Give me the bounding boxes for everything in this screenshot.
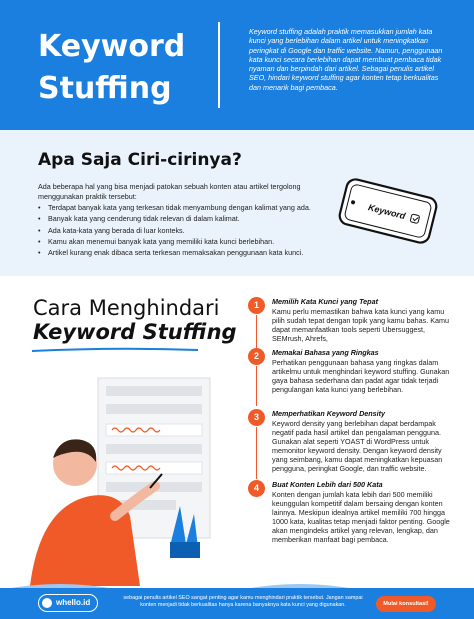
cara-title-line2: Keyword Stuffing (33, 320, 237, 344)
step-number: 1 (248, 297, 265, 314)
ciri-intro: Ada beberapa hal yang bisa menjadi patokan sebuah konten atau artikel tergolong menggunakan praktik tersebut: (38, 182, 301, 201)
step-text: Konten dengan jumlah kata lebih dari 500 memiliki keunggulan kompetitif dalam bersaing dengan konten lainnya. Meskipun idealnya artikel memiliki 700 hingga 1000 kata, kualitas tetap menjadi faktor penting. Google akan mengindeks artikel yang relevan, lengkap, dan memberikan manfaat bagi pembaca. (272, 490, 450, 545)
step-number: 3 (248, 409, 265, 426)
consultation-button[interactable]: Mulai konsultasi! (376, 596, 436, 612)
step-heading: Memilih Kata Kunci yang Tepat (272, 297, 378, 306)
hero-title-line1: Keyword (38, 29, 186, 64)
step-number: 2 (248, 348, 265, 365)
hero-title (38, 26, 218, 110)
step-3 (248, 409, 448, 479)
step-connector (256, 366, 257, 406)
ciri-item: • Kamu akan menemui banyak kata yang memiliki kata kunci berlebihan. (38, 236, 338, 247)
phone-keyword-label: Keyword (367, 202, 407, 222)
cara-title-line1: Cara Menghindari (33, 296, 220, 320)
footer-text: sebagai penulis artikel SEO sangat penting agar kamu menghindari praktik tersebut. Jangan sampai konten menjadi tidak berkualitas hanya karena banyaknya kata kunci yang digunakan. (123, 595, 363, 609)
hero-banner (0, 0, 474, 130)
hero-divider (218, 22, 220, 108)
ciri-item: • Terdapat banyak kata yang terkesan tidak menyambung dengan kalimat yang ada. (38, 202, 338, 213)
step-text: Kamu perlu memastikan bahwa kata kunci yang kamu pilih sudah tepat dengan topik yang kamu bahas. Kamu dapat memanfaatkan tools seperti Ubersuggest, SEMrush, Ahrefs, (272, 307, 450, 344)
hero-description: Keyword stuffing adalah praktik memasukkan jumlah kata kunci yang berlebihan dalam artikel untuk meningkatkan peringkat di Google dan traffic website. Namun, penggunaan kata kunci secara berlebihan dapat membuat pembaca tidak nyaman dan berpindah dari artikel. Sebagai penulis artikel SEO, hindari keyword stuffing agar konten tetap berkualitas dan menarik bagi pembaca. (249, 27, 443, 92)
step-text: Keyword density yang berlebihan dapat berdampak negatif pada hasil artikel dan pengalaman pengguna. Gunakan alat seperti YOAST di WordPress untuk memonitor keyword density. Dengan keyword density yang seimbang, kamu dapat meningkatkan kepuasan pengguna, peringkat Google, dan traffic website. (272, 419, 443, 474)
logo-text: whello.id (56, 598, 91, 607)
brand-logo[interactable] (38, 594, 98, 612)
step-4 (248, 480, 448, 550)
step-heading: Memakai Bahasa yang Ringkas (272, 348, 379, 357)
writer-illustration (20, 366, 230, 586)
ciri-item: • Banyak kata yang cenderung tidak relevan di dalam kalimat. (38, 213, 338, 224)
title-underline-decoration (30, 346, 200, 354)
step-heading: Memperhatikan Keyword Density (272, 409, 386, 418)
logo-mark-icon (42, 598, 52, 608)
hero-title-line2: Stuffing (38, 71, 172, 106)
ciri-list (38, 202, 338, 258)
step-heading: Buat Konten Lebih dari 500 Kata (272, 480, 383, 489)
ciri-item: • Ada kata-kata yang berada di luar konteks. (38, 225, 338, 236)
step-text: Perhatikan penggunaan bahasa yang ringkas dalam artikelmu untuk menghindari keyword stuffing. Gunakan gaya bahasa sederhana dan padat agar tidak terjadi pengulangan kata kunci yang berlebihan. (272, 358, 450, 395)
step-connector (256, 427, 257, 479)
phone-illustration (334, 178, 442, 244)
step-2 (248, 348, 448, 408)
ciri-title: Apa Saja Ciri-cirinya? (38, 150, 242, 170)
ciri-item: • Artikel kurang enak dibaca serta terkesan memaksakan penggunaan kata kunci. (38, 247, 338, 258)
step-number: 4 (248, 480, 265, 497)
